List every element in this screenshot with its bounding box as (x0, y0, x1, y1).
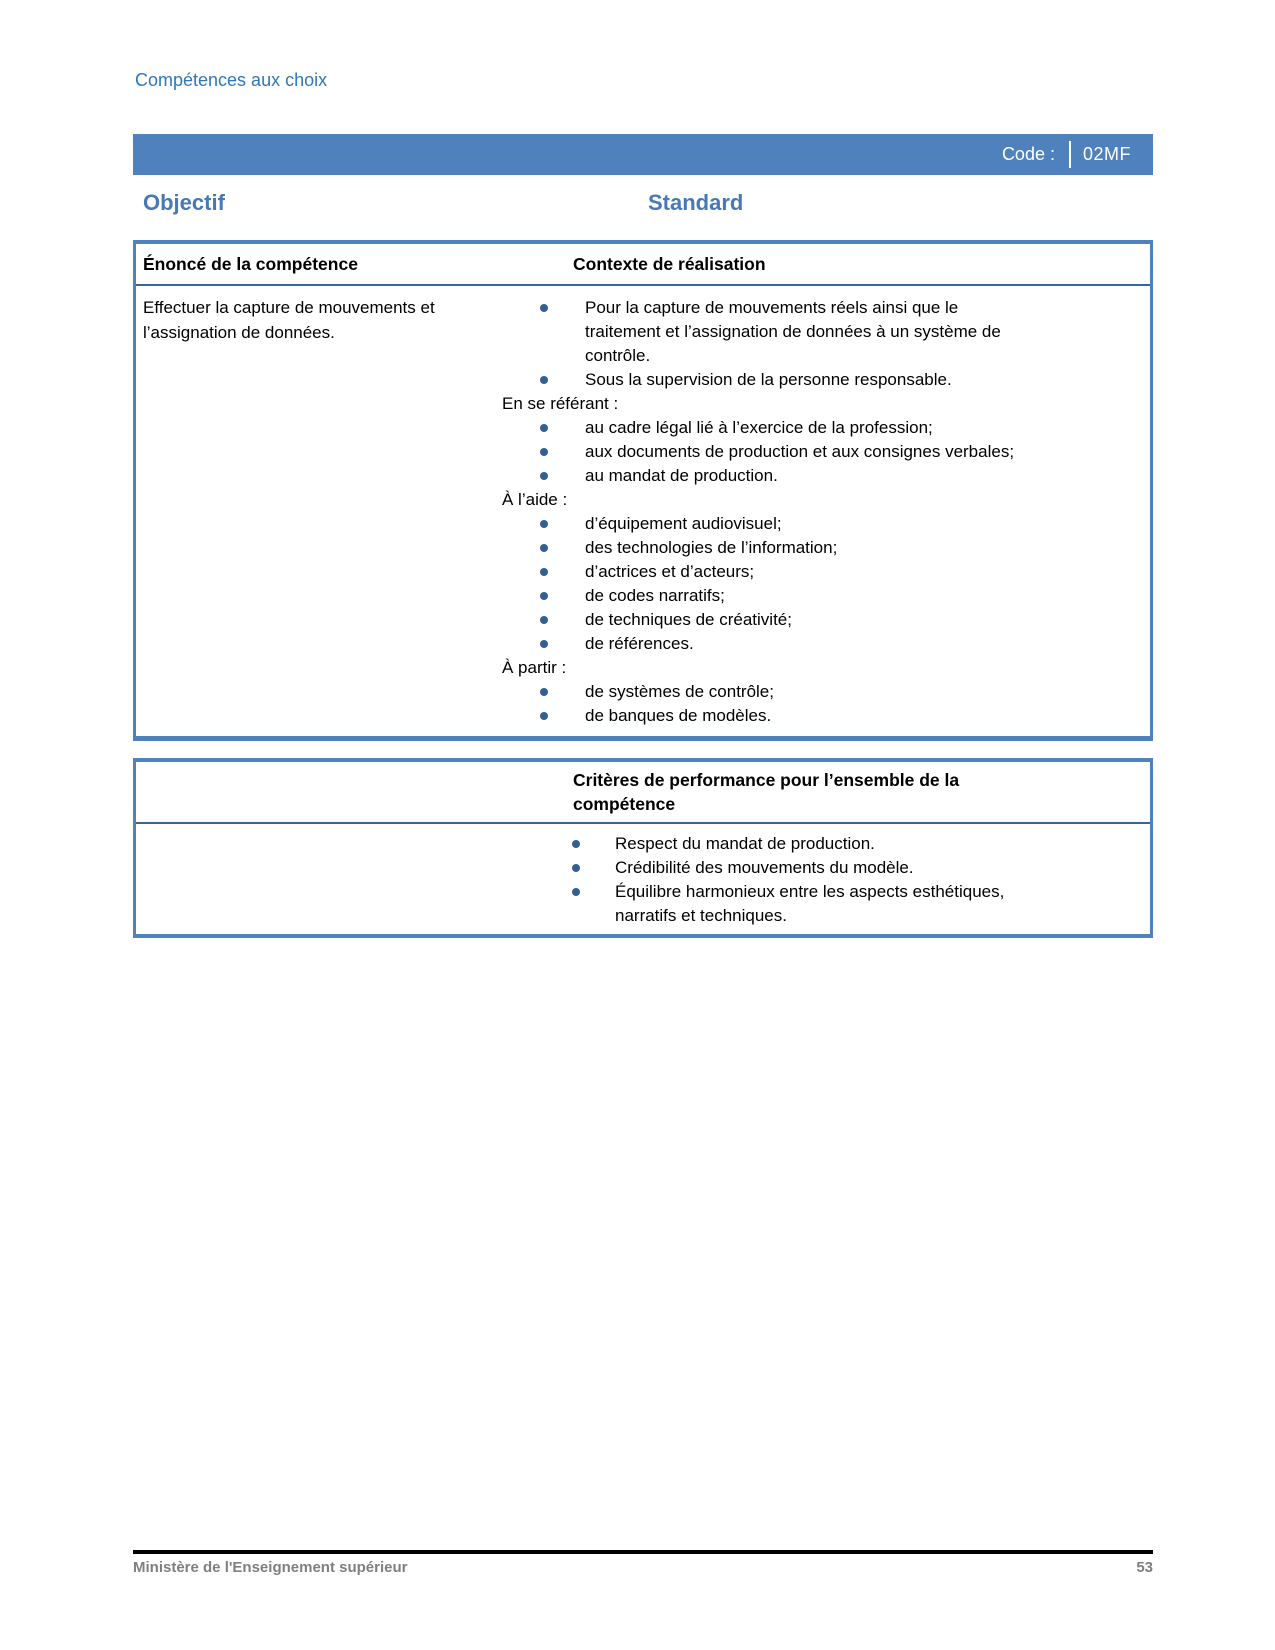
list-item-text: Respect du mandat de production. (615, 834, 875, 853)
bullet-icon (540, 520, 548, 528)
footer-page-number: 53 (1136, 1559, 1153, 1576)
list-intro-line (502, 488, 1150, 512)
table1-right-body-cell (502, 286, 1150, 736)
competence-context-table (133, 240, 1153, 741)
bullet-icon (540, 472, 548, 480)
code-banner (133, 134, 1153, 175)
bullet-item (502, 512, 1150, 536)
bullet-item (502, 464, 1150, 488)
bullet-item (502, 440, 1150, 464)
bullet-item (502, 832, 1150, 856)
table2-body-row (136, 824, 1150, 934)
list-intro-line (502, 656, 1150, 680)
bullet-item (502, 880, 1150, 928)
table1-body-row (136, 286, 1150, 736)
bullet-icon (540, 544, 548, 552)
code-label: Code : (1001, 144, 1055, 164)
list-item-text: Pour la capture de mouvements réels ainsi que le traitement et l’assignation de données à un système de contrôle. (585, 298, 1001, 365)
list-item-text: d’actrices et d’acteurs; (585, 562, 755, 581)
bullet-item (502, 296, 1150, 368)
criteres-header: Critères de performance pour l’ensemble de la compétence (573, 770, 960, 814)
criteres-list (502, 824, 1150, 934)
list-item-text: des technologies de l’information; (585, 538, 838, 557)
bullet-item (502, 608, 1150, 632)
list-item-text: au cadre légal lié à l’exercice de la profession; (585, 418, 933, 437)
bullet-item (502, 416, 1150, 440)
enonce-header: Énoncé de la compétence (143, 254, 358, 274)
table1-header-row (136, 244, 1150, 286)
bullet-icon (540, 424, 548, 432)
contexte-header: Contexte de réalisation (573, 254, 766, 274)
table1-right-header-cell (502, 244, 1150, 284)
performance-criteria-table (133, 758, 1153, 938)
bullet-icon (572, 840, 580, 848)
running-header-label: Compétences aux choix (135, 70, 328, 90)
list-item-text: de codes narratifs; (585, 586, 725, 605)
list-item-text: au mandat de production. (585, 466, 778, 485)
table1-left-body-cell (136, 286, 502, 736)
bullet-item (502, 584, 1150, 608)
bullet-item (502, 680, 1150, 704)
bullet-item (502, 856, 1150, 880)
table2-right-body-cell (502, 824, 1150, 934)
objectif-heading: Objectif (143, 190, 225, 215)
bullet-icon (540, 712, 548, 720)
bullet-icon (540, 448, 548, 456)
list-item-text: Sous la supervision de la personne responsable. (585, 370, 952, 389)
competence-statement: Effectuer la capture de mouvements et l’assignation de données. (143, 298, 435, 342)
list-item-text: Équilibre harmonieux entre les aspects esthétiques, narratifs et techniques. (615, 882, 1005, 925)
footer-ministry: Ministère de l'Enseignement supérieur (133, 1559, 408, 1576)
page-footer (133, 1550, 1153, 1576)
table2-left-body-cell (136, 824, 502, 934)
list-intro-line (502, 392, 1150, 416)
bullet-icon (540, 568, 548, 576)
list-item-text: de références. (585, 634, 694, 653)
list-item-text: de systèmes de contrôle; (585, 682, 774, 701)
code-separator-line (1069, 141, 1071, 168)
list-item-text: de banques de modèles. (585, 706, 772, 725)
list-item-text: À l’aide : (502, 490, 568, 509)
contexte-list (502, 286, 1150, 736)
bullet-icon (540, 616, 548, 624)
bullet-item (502, 536, 1150, 560)
list-item-text: À partir : (502, 658, 567, 677)
table2-header-row (136, 762, 1150, 824)
list-item-text: d’équipement audiovisuel; (585, 514, 782, 533)
bullet-icon (540, 640, 548, 648)
code-value: 02MF (1082, 144, 1131, 164)
list-item-text: Crédibilité des mouvements du modèle. (615, 858, 914, 877)
bullet-icon (572, 888, 580, 896)
list-item-text: aux documents de production et aux consignes verbales; (585, 442, 1015, 461)
bullet-icon (540, 376, 548, 384)
table1-left-header-cell (136, 244, 502, 284)
bullet-icon (572, 864, 580, 872)
standard-heading: Standard (648, 190, 744, 215)
bullet-icon (540, 688, 548, 696)
table2-right-header-cell (502, 762, 1150, 822)
bullet-item (502, 368, 1150, 392)
footer-text-row (133, 1554, 1153, 1576)
bullet-item (502, 560, 1150, 584)
bullet-item (502, 704, 1150, 728)
bullet-icon (540, 592, 548, 600)
table2-left-header-cell (136, 762, 502, 822)
bullet-item (502, 632, 1150, 656)
bullet-icon (540, 304, 548, 312)
list-item-text: En se référant : (502, 394, 619, 413)
list-item-text: de techniques de créativité; (585, 610, 792, 629)
